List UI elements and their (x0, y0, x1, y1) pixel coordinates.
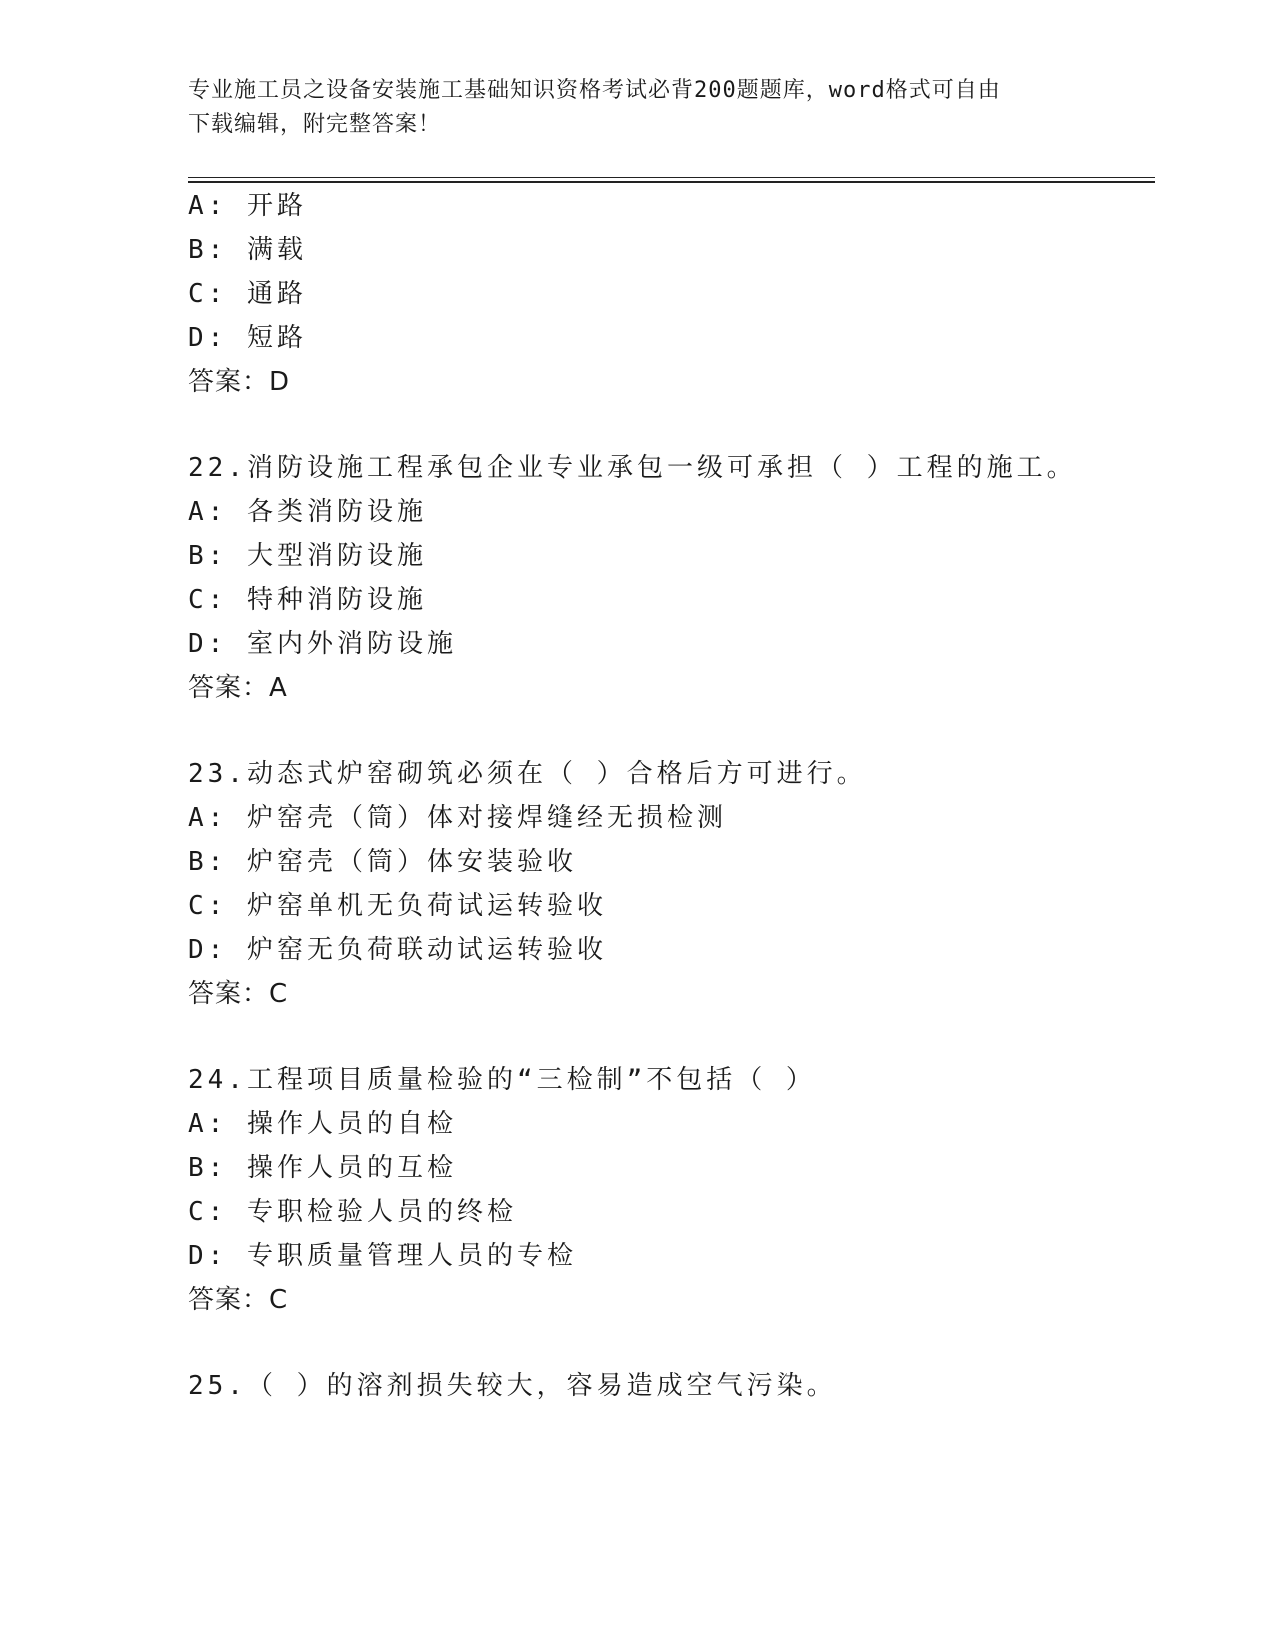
q23-answer: 答案：C (188, 979, 289, 1009)
q23-stem: 23.动态式炉窑砌筑必须在（ ）合格后方可进行。 (188, 759, 867, 789)
q22-answer: 答案：A (188, 673, 288, 703)
q24-option-a: A: 操作人员的自检 (188, 1109, 457, 1139)
q24-stem: 24.工程项目质量检验的“三检制”不包括（ ） (188, 1065, 816, 1095)
document-header (188, 74, 1088, 142)
q23-option-a: A: 炉窑壳（筒）体对接焊缝经无损检测 (188, 803, 727, 833)
q21-answer: 答案：D (188, 367, 291, 397)
q22-option-d: D: 室内外消防设施 (188, 629, 457, 659)
q22-option-a: A: 各类消防设施 (188, 497, 427, 527)
q24-option-b: B: 操作人员的互检 (188, 1153, 457, 1183)
q23-option-d: D: 炉窑无负荷联动试运转验收 (188, 935, 607, 965)
q23-option-b: B: 炉窑壳（筒）体安装验收 (188, 847, 577, 877)
q21-option-b: B: 满载 (188, 235, 307, 265)
q22-stem: 22.消防设施工程承包企业专业承包一级可承担（ ）工程的施工。 (188, 453, 1077, 483)
q21-option-c: C: 通路 (188, 279, 307, 309)
q22-option-c: C: 特种消防设施 (188, 585, 427, 615)
q25-stem: 25.（ ）的溶剂损失较大，容易造成空气污染。 (188, 1371, 837, 1401)
q22-option-b: B: 大型消防设施 (188, 541, 427, 571)
header-divider-bottom (188, 181, 1155, 183)
q24-option-d: D: 专职质量管理人员的专检 (188, 1241, 577, 1271)
q24-answer: 答案：C (188, 1285, 289, 1315)
header-divider-top (188, 177, 1155, 178)
q21-option-d: D: 短路 (188, 323, 307, 353)
q21-option-a: A: 开路 (188, 191, 307, 221)
header-title-line-1: 专业施工员之设备安装施工基础知识资格考试必背200题题库，word格式可自由 (188, 78, 1001, 103)
header-title-line-2: 下载编辑，附完整答案！ (188, 112, 442, 137)
q23-option-c: C: 炉窑单机无负荷试运转验收 (188, 891, 607, 921)
q24-option-c: C: 专职检验人员的终检 (188, 1197, 517, 1227)
